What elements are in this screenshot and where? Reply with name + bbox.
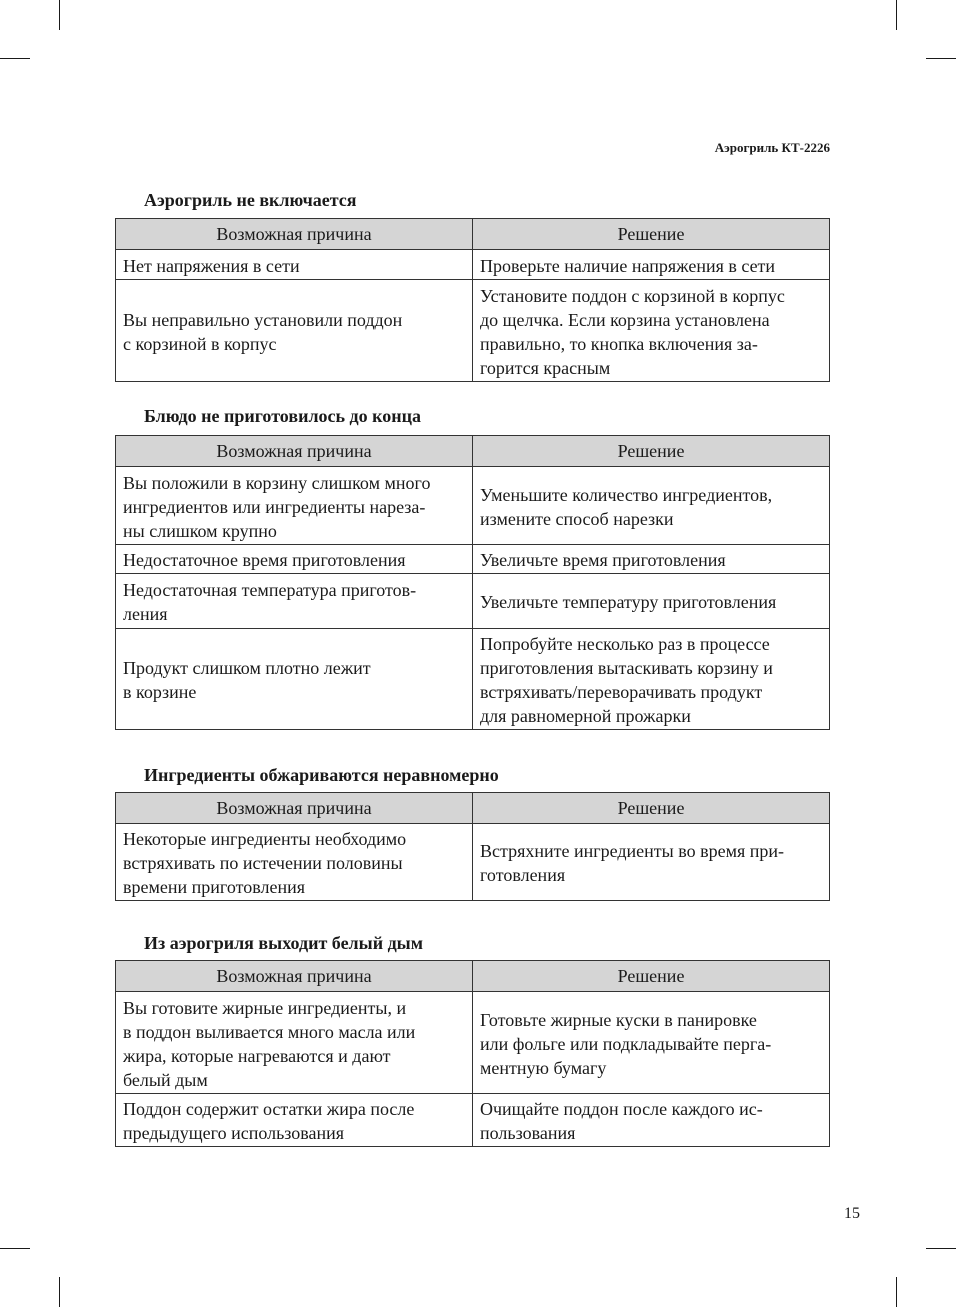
page-number: 15 bbox=[844, 1205, 860, 1222]
crop-mark bbox=[0, 1248, 30, 1249]
cause-cell: Недостаточная температура приготов- ления bbox=[116, 574, 473, 629]
solution-cell: Уменьшите количество ингредиентов, измените способ нарезки bbox=[473, 467, 830, 545]
section-title-white-smoke: Из аэрогриля выходит белый дым bbox=[144, 933, 423, 953]
section-title-uneven-frying: Ингредиенты обжариваются неравномерно bbox=[144, 765, 499, 785]
cause-cell: Вы неправильно установили поддон с корзиной в корпус bbox=[116, 280, 473, 382]
cause-cell: Нет напряжения в сети bbox=[116, 250, 473, 280]
crop-mark bbox=[0, 58, 30, 59]
cause-cell: Вы готовите жирные ингредиенты, и в поддон выливается много масла или жира, которые нагреваются и дают белый дым bbox=[116, 992, 473, 1094]
column-header-solution: Решение bbox=[473, 961, 830, 992]
cause-cell: Некоторые ингредиенты необходимо встряхивать по истечении половины времени приготовления bbox=[116, 824, 473, 901]
table-header-row bbox=[116, 961, 830, 992]
troubleshoot-table-uneven-frying bbox=[115, 792, 830, 901]
solution-cell: Попробуйте несколько раз в процессе приготовления вытаскивать корзину и встряхивать/переворачивать продукт для равномерной прожарки bbox=[473, 629, 830, 730]
cause-cell: Недостаточное время приготовления bbox=[116, 545, 473, 574]
solution-cell: Увеличьте температуру приготовления bbox=[473, 574, 830, 629]
crop-mark bbox=[59, 1277, 60, 1307]
table-header-row bbox=[116, 793, 830, 824]
solution-cell: Увеличьте время приготовления bbox=[473, 545, 830, 574]
crop-mark bbox=[59, 0, 60, 30]
table-row bbox=[116, 629, 830, 730]
table-row bbox=[116, 250, 830, 280]
solution-cell: Встряхните ингредиенты во время при- готовления bbox=[473, 824, 830, 901]
column-header-solution: Решение bbox=[473, 436, 830, 467]
solution-cell: Установите поддон с корзиной в корпус до щелчка. Если корзина установлена правильно, то кнопка включения за- горится красным bbox=[473, 280, 830, 382]
column-header-cause: Возможная причина bbox=[116, 436, 473, 467]
crop-mark bbox=[896, 0, 897, 30]
crop-mark bbox=[896, 1277, 897, 1307]
table-row bbox=[116, 467, 830, 545]
section-title-not-turning-on: Аэрогриль не включается bbox=[144, 190, 357, 210]
troubleshoot-table-white-smoke bbox=[115, 960, 830, 1147]
table-row bbox=[116, 1094, 830, 1147]
table-row bbox=[116, 545, 830, 574]
solution-cell: Проверьте наличие напряжения в сети bbox=[473, 250, 830, 280]
troubleshoot-table-not-cooked bbox=[115, 435, 830, 730]
column-header-solution: Решение bbox=[473, 793, 830, 824]
table-header-row bbox=[116, 436, 830, 467]
troubleshoot-table-not-turning-on bbox=[115, 218, 830, 382]
running-header: Аэрогриль КТ-2226 bbox=[714, 140, 830, 155]
cause-cell: Поддон содержит остатки жира после предыдущего использования bbox=[116, 1094, 473, 1147]
solution-cell: Готовьте жирные куски в панировке или фольге или подкладывайте перга- ментную бумагу bbox=[473, 992, 830, 1094]
table-row bbox=[116, 574, 830, 629]
column-header-cause: Возможная причина bbox=[116, 793, 473, 824]
column-header-solution: Решение bbox=[473, 219, 830, 250]
column-header-cause: Возможная причина bbox=[116, 961, 473, 992]
cause-cell: Продукт слишком плотно лежит в корзине bbox=[116, 629, 473, 730]
table-row bbox=[116, 992, 830, 1094]
table-row bbox=[116, 280, 830, 382]
crop-mark bbox=[926, 58, 956, 59]
table-header-row bbox=[116, 219, 830, 250]
solution-cell: Очищайте поддон после каждого ис- пользования bbox=[473, 1094, 830, 1147]
table-row bbox=[116, 824, 830, 901]
section-title-not-cooked: Блюдо не приготовилось до конца bbox=[144, 406, 422, 426]
column-header-cause: Возможная причина bbox=[116, 219, 473, 250]
cause-cell: Вы положили в корзину слишком много ингредиентов или ингредиенты нареза- ны слишком крупно bbox=[116, 467, 473, 545]
crop-mark bbox=[926, 1248, 956, 1249]
